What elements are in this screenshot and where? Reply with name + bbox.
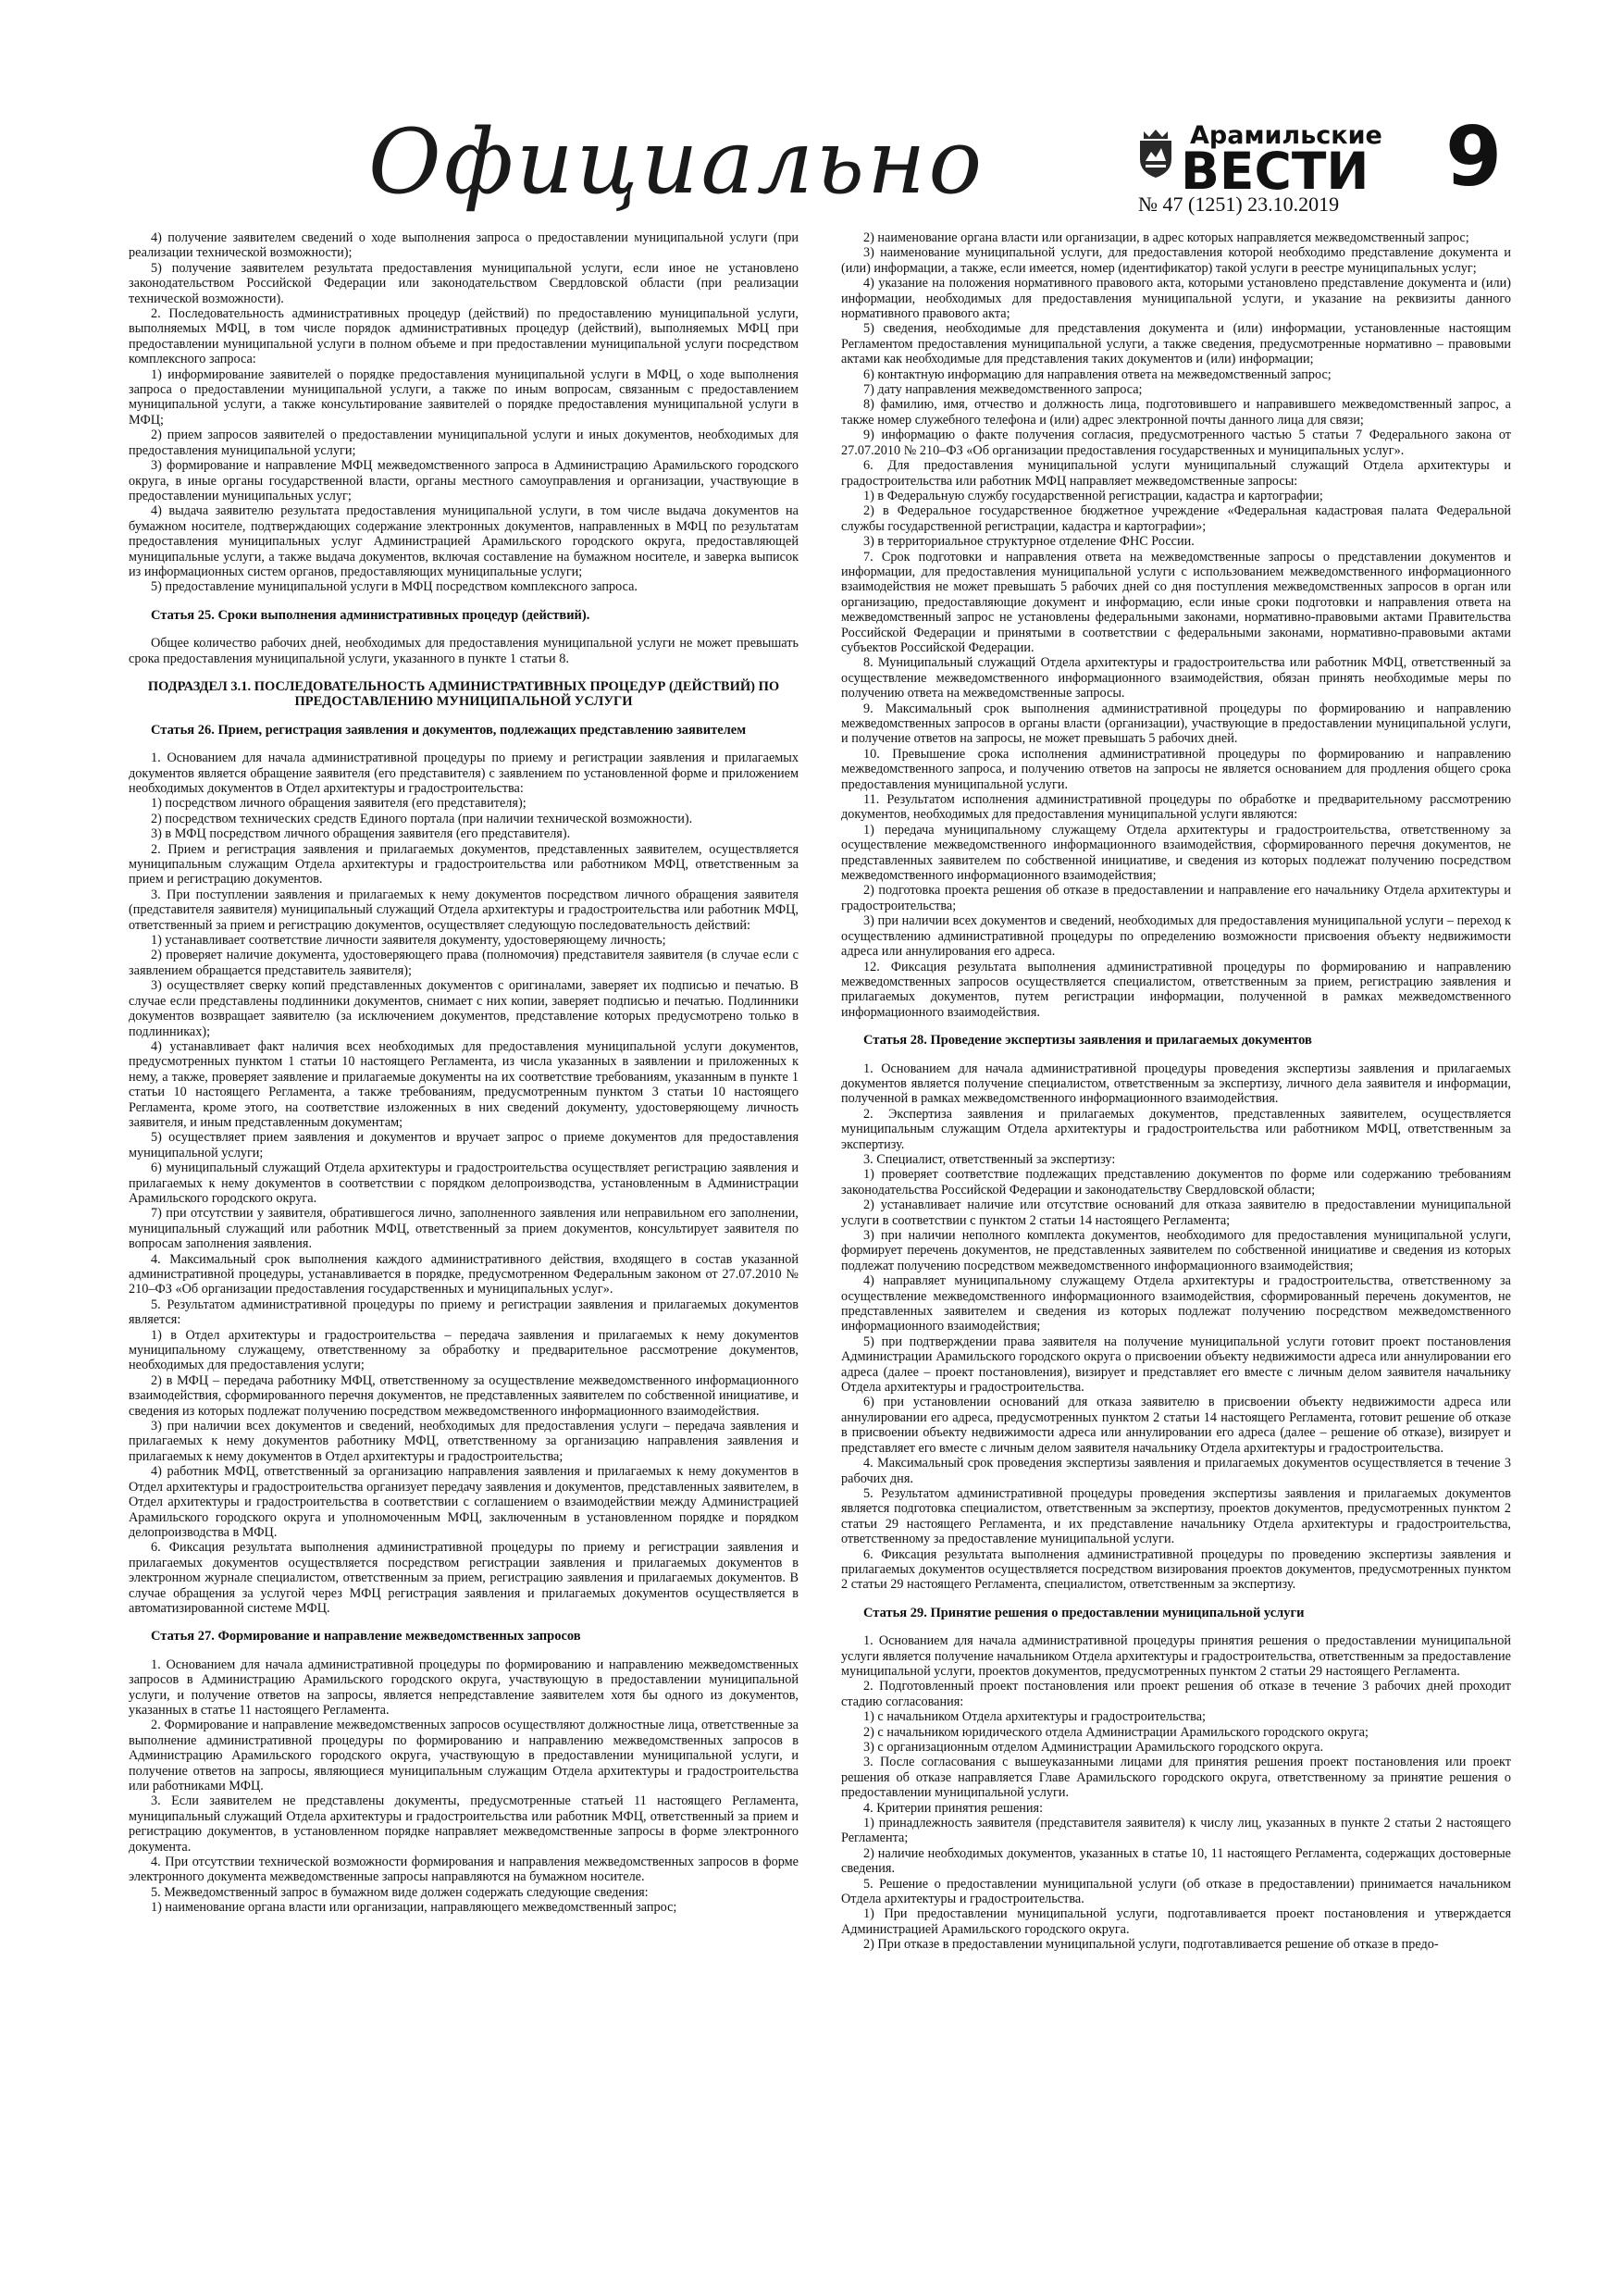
paragraph: 1) передача муниципальному служащему Отдела архитектуры и градостроительства, ответственному за осуществление межведомственного информационного взаимодействия, сформированного перечня документов, не представленных заявителем по собственной инициативе, и сведения из которых подлежат получению посредством межведомственного информационного взаимодействия; <box>841 822 1511 884</box>
paragraph: 4) получение заявителем сведений о ходе выполнения запроса о предоставлении муниципальной услуги (при реализации технической возможности); <box>129 230 799 261</box>
paragraph: 3) осуществляет сверку копий представленных документов с оригиналами, заверяет их подписью и печатью. В случае если представлены подлинники документов, снимает с них копии, заверяет подписью и печатью. Подлинники документов возвращает заявителю (за исключением документов, представление которых предусмотрено только в подлинниках); <box>129 978 799 1039</box>
right-column <box>841 230 1511 2280</box>
paragraph: 5) получение заявителем результата предоставления муниципальной услуги, если иное не установлено законодательством Российской Федерации или законодательством Свердловской области (при реализации технической возможности). <box>129 260 799 306</box>
paragraph: 2. Подготовленный проект постановления или проект решения об отказе в течение 3 рабочих дней проходит стадию согласования: <box>841 1679 1511 1709</box>
paragraph: 4) выдача заявителю результата предоставления муниципальной услуги, в том числе выдача документов на бумажном носителе, подтверждающих содержание электронных документов, направленных в МФЦ по результатам предоставления муниципальных услуг Администрацией Арамильского городского округа, предоставляющей муниципальные услуги, а также выдача документов, включая составление на бумажном носителе, и заверка выписок из информационных систем органов, предоставляющих муниципальные услуги; <box>129 503 799 579</box>
issue-number: № 47 (1251) 23.10.2019 <box>1138 192 1340 216</box>
paragraph: 4. Критерии принятия решения: <box>863 1800 1044 1816</box>
paragraph: 3) с организационным отделом Администрации Арамильского городского округа. <box>863 1740 1324 1755</box>
section-title: Официально <box>368 110 985 214</box>
article-heading: Статья 25. Сроки выполнения административных процедур (действий). <box>151 607 590 623</box>
article-heading: Статья 27. Формирование и направление межведомственных запросов <box>151 1629 581 1644</box>
paragraph: 3) в территориальное структурное отделение ФНС России. <box>863 534 1195 550</box>
paragraph: 1) принадлежность заявителя (представителя заявителя) к числу лиц, указанных в пункте 2 статьи 2 настоящего Регламента; <box>841 1816 1511 1846</box>
paragraph: 4. Максимальный срок выполнения каждого административного действия, входящего в состав указанной административной процедуры, устанавливается в порядке, предусмотренном Федеральным законом от 27.07.2010 № 210–ФЗ «Об организации предоставления государственных и муниципальных услуг». <box>129 1251 799 1297</box>
newspaper-logo <box>1136 120 1382 201</box>
paragraph: 6. Для предоставления муниципальной услуги муниципальный служащий Отдела архитектуры и градостроительства или работник МФЦ направляет межведомственные запросы: <box>841 458 1511 489</box>
paragraph: 6. Фиксация результата выполнения административной процедуры по приему и регистрации заявления и прилагаемых документов осуществляется посредством регистрации заявления и прилагаемых документов в электронном журнале специалистом, ответственным за прием, регистрацию заявления и прилагаемых документов. В случае обращения за услугой через МФЦ регистрация заявления и прилагаемых документов осуществляется в автоматизированной системе МФЦ. <box>129 1540 799 1616</box>
paragraph: 2. Экспертиза заявления и прилагаемых документов, представленных заявителем, осуществляется муниципальным служащим Отдела архитектуры и градостроительства или работником МФЦ, ответственным за экспертизу. <box>841 1106 1511 1152</box>
paragraph: 8) фамилию, имя, отчество и должность лица, подготовившего и направившего межведомственный запрос, а также номер служебного телефона и (или) адрес электронной почты данного лица для связи; <box>841 397 1511 428</box>
paragraph: 4) работник МФЦ, ответственный за организацию направления заявления и прилагаемых к нему документов в Отдел архитектуры и градостроительства организует передачу заявления и документов, представленных заявителем, в Отдел архитектуры и градостроительства в соответствии с соглашением о взаимодействии между Администрацией Арамильского городского округа и уполномоченным МФЦ, заключенным в установленном порядке и порядком делопроизводства в МФЦ. <box>129 1464 799 1540</box>
paragraph: 5. Результатом административной процедуры проведения экспертизы заявления и прилагаемых документов является подготовка специалистом, ответственным за экспертизу, проектов документов, предусмотренных пунктом 2 статьи 29 настоящего Регламента, и их представление начальнику Отдела архитектуры и градостроительства, ответственному за предоставление муниципальной услуги. <box>841 1485 1511 1547</box>
paragraph: 5) сведения, необходимые для представления документа и (или) информации, установленные настоящим Регламентом предоставления муниципальной услуги, а также сведения, предусмотренные нормативно – правовыми актами как необходимые для представления таких документов и (или) информации; <box>841 321 1511 367</box>
article-heading: Статья 29. Принятие решения о предоставлении муниципальной услуги <box>863 1605 1305 1620</box>
paragraph: 4. При отсутствии технической возможности формирования и направления межведомственных запросов в форме электронного документа межведомственные запросы направляются на бумажном носителе. <box>129 1855 799 1885</box>
paragraph: 2) При отказе в предоставлении муниципальной услуги, подготавливается решение об отказе в предо- <box>863 1937 1439 1953</box>
paragraph: 1. Основанием для начала административной процедуры проведения экспертизы заявления и прилагаемых документов является получение специалистом, ответственным за экспертизу, личного дела заявителя и информации, полученной в рамках межведомственного информационного взаимодействия. <box>841 1061 1511 1107</box>
paragraph: 1) посредством личного обращения заявителя (его представителя); <box>151 796 527 812</box>
paragraph: 6) контактную информацию для направления ответа на межведомственный запрос; <box>863 366 1332 382</box>
paragraph: 1) с начальником Отдела архитектуры и градостроительства; <box>863 1709 1206 1725</box>
paragraph: 1) в Федеральную службу государственной регистрации, кадастра и картографии; <box>863 488 1323 503</box>
paragraph: 3) в МФЦ посредством личного обращения заявителя (его представителя). <box>151 826 571 842</box>
page-number: 9 <box>1445 109 1503 205</box>
paragraph: 1) При предоставлении муниципальной услуги, подготавливается проект постановления и утверждается Администрацией Арамильского городского округа. <box>841 1906 1511 1937</box>
paragraph: Общее количество рабочих дней, необходимых для предоставления муниципальной услуги не может превышать срока предоставления муниципальной услуги, указанного в пункте 1 статьи 8. <box>129 636 799 666</box>
paragraph: 2. Формирование и направление межведомственных запросов осуществляют должностные лица, ответственные за выполнение административной процедуры по формированию и направлению межведомственных запросов в Администрацию Арамильского городского округа, участвующую в предоставлении муниципальной услуги, и получение ответов на запросы, являющиеся муниципальным служащим Отдела архитектуры и градостроительства или работниками МФЦ. <box>129 1718 799 1793</box>
paragraph: 5) осуществляет прием заявления и документов и вручает запрос о приеме документов для предоставления муниципальной услуги; <box>129 1130 799 1160</box>
paragraph: 1. Основанием для начала административной процедуры по формированию и направлению межведомственных запросов в Администрацию Арамильского городского округа, участвующую в предоставлении муниципальной услуги, и получение ответов на запросы, является непредставление заявителем хотя бы одного из документов, указанных в статье 11 настоящего Регламента. <box>129 1657 799 1718</box>
paragraph: 1) в Отдел архитектуры и градостроительства – передача заявления и прилагаемых к нему документов муниципальному служащему, ответственному за обработку и предварительное рассмотрение документов, необходимых для предоставления услуги; <box>129 1327 799 1373</box>
paragraph: 2. Прием и регистрация заявления и прилагаемых документов, представленных заявителем, осуществляется муниципальным служащим Отдела архитектуры и градостроительства или работником МФЦ, ответственным за прием и регистрацию документов. <box>129 841 799 887</box>
paragraph: 3) наименование муниципальной услуги, для предоставления которой необходимо представление документа и (или) информации, а также, если имеется, номер (идентификатор) такой услуги в реестре муниципальных услуг; <box>841 245 1511 276</box>
paragraph: 3) формирование и направление МФЦ межведомственного запроса в Администрацию Арамильского городского округа, в иные органы государственной власти, органы местного самоуправления и организации, участвующие в предоставлении муниципальных услуг; <box>129 458 799 503</box>
paragraph: 11. Результатом исполнения административной процедуры по обработке и предварительному рассмотрению документов, необходимых для предоставления муниципальной услуги являются: <box>841 792 1511 823</box>
paragraph: 4) направляет муниципальному служащему Отдела архитектуры и градостроительства, ответственному за осуществление межведомственного информационного взаимодействия, сформированный перечень документов, не представленных заявителем и сведения из которых подлежат получению посредством межведомственного информационного взаимодействия; <box>841 1273 1511 1334</box>
paragraph: 3) при наличии неполного комплекта документов, необходимого для предоставления муниципальной услуги, формирует перечень документов, не представленных заявителем по собственной инициативе и сведения из которых подлежат получению посредством межведомственного информационного взаимодействия; <box>841 1228 1511 1273</box>
paragraph: 3. При поступлении заявления и прилагаемых к нему документов посредством личного обращения заявителя (представителя заявителя) муниципальный служащий Отдела архитектуры и градостроительства или работник МФЦ, ответственный за прием и регистрацию документов, осуществляет следующую последовательность действий: <box>129 887 799 933</box>
paragraph: 2) устанавливает наличие или отсутствие оснований для отказа заявителю в предоставлении муниципальной услуги в соответствии с пунктом 2 статьи 14 настоящего Регламента; <box>841 1198 1511 1228</box>
paragraph: 2) прием запросов заявителей о предоставлении муниципальной услуги и иных документов, необходимых для предоставления муниципальной услуги; <box>129 428 799 458</box>
brand-main-text: ВЕСТИ <box>1181 142 1369 201</box>
article-heading: Статья 28. Проведение экспертизы заявления и прилагаемых документов <box>863 1033 1312 1049</box>
masthead <box>109 111 1516 220</box>
paragraph: 3. Специалист, ответственный за экспертизу: <box>863 1151 1116 1167</box>
paragraph: 6) при установлении оснований для отказа заявителю в присвоении объекту недвижимости адреса или аннулировании его адреса, предусмотренных пунктом 2 статьи 14 настоящего Регламента, готовит решение об отказе в присвоении объекту недвижимости адреса или аннулировании его адреса (далее – решение об отказе), визирует и представляет его вместе с личным делом заявителя начальнику Отдела архитектуры и градостроительства. <box>841 1395 1511 1456</box>
paragraph: 4. Максимальный срок проведения экспертизы заявления и прилагаемых документов осуществляется в течение 3 рабочих дня. <box>841 1456 1511 1486</box>
paragraph: 1) информирование заявителей о порядке предоставления муниципальной услуги в МФЦ, о ходе выполнения запроса о предоставлении муниципальной услуги, а также по иным вопросам, связанным с предоставлением муниципальной услуги, а также консультирование заявителей о порядке предоставления муниципальной услуги в МФЦ; <box>129 366 799 428</box>
coat-of-arms-icon <box>1136 128 1175 180</box>
article-heading: Статья 26. Прием, регистрация заявления и документов, подлежащих представлению заявителем <box>151 722 747 738</box>
paragraph: 2) с начальником юридического отдела Администрации Арамильского городского округа; <box>863 1724 1369 1740</box>
paragraph: 3. После согласования с вышеуказанными лицами для принятия решения проект постановления или проект решения об отказе направляется Главе Арамильского городского округа, ответственному за принятие решения о предоставлении муниципальной услуги. <box>841 1755 1511 1801</box>
paragraph: 9. Максимальный срок выполнения административной процедуры по формированию и направлению межведомственных запросов в органы власти (организации), участвующие в предоставлении муниципальной услуги, и получение ответов на запросы, не может превышать 5 рабочих дней. <box>841 701 1511 747</box>
paragraph: 8. Муниципальный служащий Отдела архитектуры и градостроительства или работник МФЦ, ответственный за осуществление межведомственного информационного взаимодействия, обязан принять необходимые меры по получению ответа на межведомственные запросы. <box>841 655 1511 701</box>
paragraph: 1. Основанием для начала административной процедуры принятия решения о предоставлении муниципальной услуги является получение начальником Отдела архитектуры и градостроительства, ответственным за предоставление муниципальной услуги, проектов документов, предусмотренных пунктом 2 статьи 29 настоящего Регламента. <box>841 1633 1511 1679</box>
left-column <box>129 230 799 2280</box>
paragraph: 1) устанавливает соответствие личности заявителя документу, удостоверяющему личность; <box>151 933 666 949</box>
paragraph: 6) муниципальный служащий Отдела архитектуры и градостроительства осуществляет регистрацию заявления и прилагаемых к нему документов в соответствии с порядком делопроизводства, установленным в Администрации Арамильского городского округа. <box>129 1160 799 1206</box>
paragraph: 12. Фиксация результата выполнения административной процедуры по формированию и направлению межведомственных запросов осуществляется специалистом, ответственным за прием, регистрацию заявления и прилагаемых документов, путем регистрации информации, полученной в рамках межведомственного информационного взаимодействия. <box>841 959 1511 1020</box>
paragraph: 1. Основанием для начала административной процедуры по приему и регистрации заявления и прилагаемых документов является обращение заявителя (его представителя) с заявлением по установленной форме и приложением необходимых документов в Отдел архитектуры и градостроительства: <box>129 751 799 796</box>
paragraph: 7. Срок подготовки и направления ответа на межведомственные запросы о представлении документов и информации, для предоставления муниципальной услуги с использованием межведомственного информационного взаимодействия не может превышать 5 рабочих дней со дня поступления межведомственных запросов в орган или организацию, предоставляющие документ и информацию, если иные сроки подготовки и направления ответа на межведомственный запрос не установлены федеральными законами, нормативно-правовыми актами Правительства Российской Федерации и принятыми в соответствии с федеральными законами, нормативно-правовыми актами субъектов Российской Федерации. <box>841 549 1511 655</box>
paragraph: 3. Если заявителем не представлены документы, предусмотренные статьей 11 настоящего Регламента, муниципальный служащий Отдела архитектуры и градостроительства или работник МФЦ, ответственный за прием и регистрацию документов, в установленном порядке направляет межведомственные запросы в форме электронного документа. <box>129 1793 799 1855</box>
paragraph: 10. Превышение срока исполнения административной процедуры по формированию и направлению межведомственного запроса, и получению ответов на запросы не является основанием для продления общего срока предоставления муниципальной услуги. <box>841 746 1511 792</box>
paragraph: 1) проверяет соответствие подлежащих представлению документов по форме или содержанию требованиям законодательства Российской Федерации и законодательству Свердловской области; <box>841 1167 1511 1198</box>
paragraph: 9) информацию о факте получения согласия, предусмотренного частью 5 статьи 7 Федерального закона от 27.07.2010 № 210–ФЗ «Об организации предоставления государственных и муниципальных услуг». <box>841 428 1511 458</box>
paragraph: 5. Решение о предоставлении муниципальной услуги (об отказе в предоставлении) принимается начальником Отдела архитектуры и градостроительства. <box>841 1876 1511 1907</box>
paragraph: 4) указание на положения нормативного правового акта, которыми установлено представление документа и (или) информации, необходимых для предоставления муниципальной услуги, и указание на реквизиты данного нормативного правового акта; <box>841 276 1511 322</box>
paragraph: 2) посредством технических средств Единого портала (при наличии технической возможности). <box>151 811 693 826</box>
article-columns <box>129 230 1511 2280</box>
paragraph: 5. Межведомственный запрос в бумажном виде должен содержать следующие сведения: <box>151 1884 649 1900</box>
paragraph: 2) наименование органа власти или организации, в адрес которых направляется межведомственный запрос; <box>863 230 1469 245</box>
paragraph: 2) наличие необходимых документов, указанных в статье 10, 11 настоящего Регламента, содержащих достоверные сведения. <box>841 1845 1511 1877</box>
subsection-heading: ПОДРАЗДЕЛ 3.1. ПОСЛЕДОВАТЕЛЬНОСТЬ АДМИНИСТРАТИВНЫХ ПРОЦЕДУР (ДЕЙСТВИЙ) ПО ПРЕДОСТАВЛЕНИЮ МУНИЦИПАЛЬНОЙ УСЛУГИ <box>147 678 780 710</box>
paragraph: 5) предоставление муниципальной услуги в МФЦ посредством комплексного запроса. <box>151 579 638 595</box>
brand-top-text: Арамильские <box>1190 121 1382 150</box>
paragraph: 1) наименование органа власти или организации, направляющего межведомственный запрос; <box>151 1900 677 1916</box>
paragraph: 5. Результатом административной процедуры по приему и регистрации заявления и прилагаемых документов является: <box>129 1297 799 1328</box>
paragraph: 7) дату направления межведомственного запроса; <box>863 382 1143 398</box>
paragraph: 2) проверяет наличие документа, удостоверяющего права (полномочия) представителя заявителя (в случае если с заявлением обращается представитель заявителя); <box>129 948 799 978</box>
paragraph: 2) в Федеральное государственное бюджетное учреждение «Федеральная кадастровая палата Федеральной службы государственной регистрации, кадастра и картографии»; <box>841 503 1511 534</box>
paragraph: 4) устанавливает факт наличия всех необходимых для предоставления муниципальной услуги документов, предусмотренных пунктом 1 статьи 10 настоящего Регламента, из числа указанных в заявлении и приложенных к нему, а также, проверяет заявление и прилагаемые документы на их соответствие требованиям, указанным в пункте 1 статьи 10 настоящего Регламента, а также требованиям, предусмотренным пунктом 3 статьи 10 настоящего Регламента, кроме этого, на соответствие изложенных в них сведений документу, удостоверяющему личность заявителя, и иным представленным документам; <box>129 1038 799 1130</box>
paragraph: 5) при подтверждении права заявителя на получение муниципальной услуги готовит проект постановления Администрации Арамильского городского округа о присвоении объекту недвижимости адреса или аннулировании его адреса (далее – проект постановления), визирует и представляет его вместе с личным делом заявителя начальнику Отдела архитектуры и градостроительства. <box>841 1334 1511 1396</box>
paragraph: 2) подготовка проекта решения об отказе в предоставлении и направление его начальнику Отдела архитектуры и градостроительства; <box>841 883 1511 913</box>
paragraph: 3) при наличии всех документов и сведений, необходимых для предоставления муниципальной услуги – переход к осуществлению административной процедуры по определению возможности присвоения объекту недвижимости адреса или аннулирования его адреса. <box>841 913 1511 960</box>
paragraph: 3) при наличии всех документов и сведений, необходимых для предоставления услуги – передача заявления и прилагаемых к нему документов работнику МФЦ, ответственному за организацию направления заявления и прилагаемых к нему документов в Отдел архитектуры и градостроительства; <box>129 1419 799 1464</box>
paragraph: 2) в МФЦ – передача работнику МФЦ, ответственному за осуществление межведомственного информационного взаимодействия, сформированного перечня документов, не представленных заявителем по собственной инициативе, и сведения из которых подлежат получению посредством межведомственного информационного взаимодействия. <box>129 1372 799 1419</box>
paragraph: 7) при отсутствии у заявителя, обратившегося лично, заполненного заявления или неправильном его заполнении, муниципальный служащий или работник МФЦ, ответственный за прием документов, консультирует заявителя по вопросам заполнения заявления. <box>129 1206 799 1252</box>
paragraph: 6. Фиксация результата выполнения административной процедуры по проведению экспертизы заявления и прилагаемых документов осуществляется посредством визирования проектов документов, предусмотренных пунктом 2 статьи 29 настоящего Регламента, специалистом, ответственным за экспертизу. <box>841 1546 1511 1593</box>
paragraph: 2. Последовательность административных процедур (действий) по предоставлению муниципальной услуги, выполняемых МФЦ, в том числе порядок административных процедур (действий), выполняемых МФЦ при предоставлении муниципальной услуги в полном объеме и при предоставлении муниципальной услуги посредством комплексного запроса: <box>129 306 799 367</box>
